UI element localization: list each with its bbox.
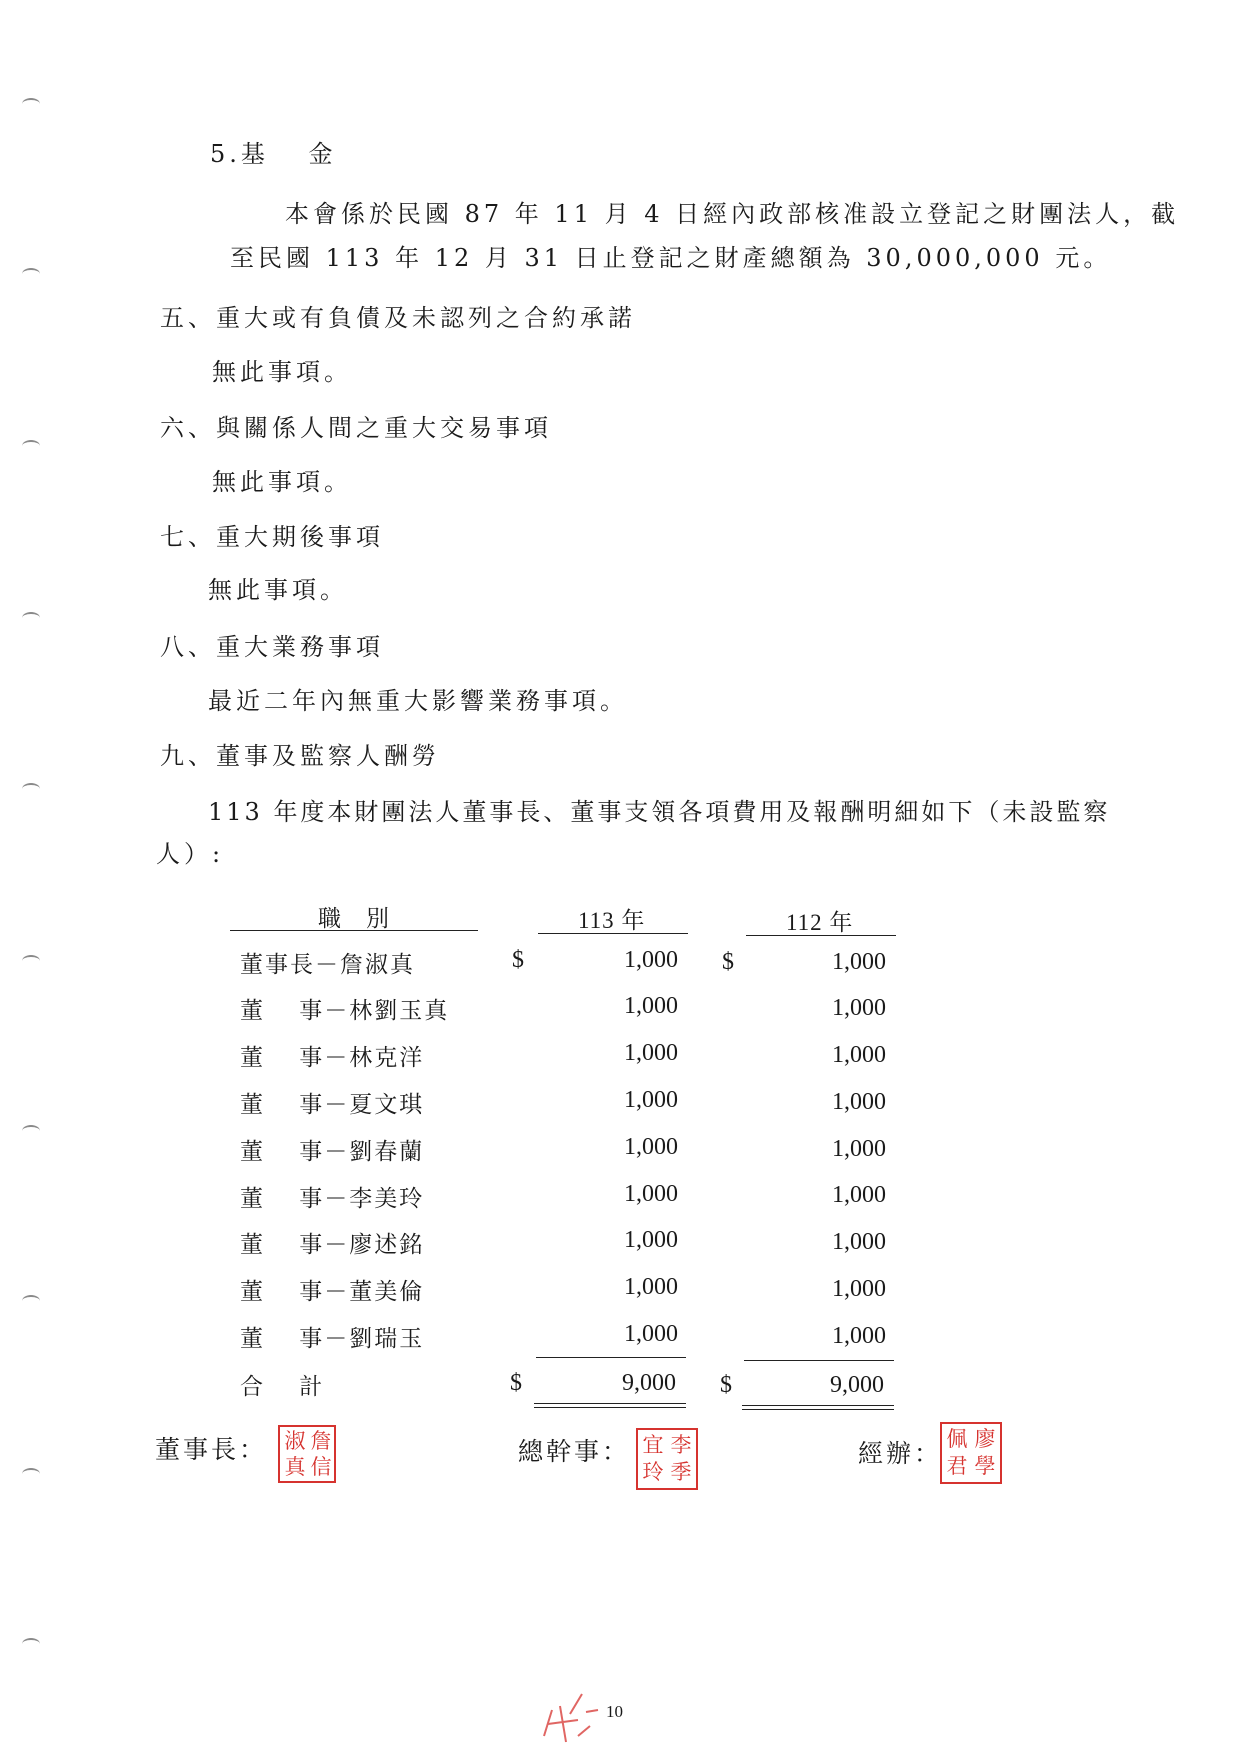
table-cell-112: 1,000 <box>832 995 886 1021</box>
seal-glyph: 信 <box>310 1455 332 1479</box>
chairman-label: 董事長： <box>155 1435 268 1464</box>
table-cell-112: 1,000 <box>832 1276 886 1302</box>
section-eight-heading: 八、重大業務事項 <box>160 633 384 661</box>
seal-glyph: 詹 <box>310 1429 332 1453</box>
section-5-heading: 5.基 金 <box>210 140 337 168</box>
currency-symbol: $ <box>722 949 734 975</box>
section-nine-line-1: 113 年度本財團法人董事長、董事支領各項費用及報酬明細如下（未設監察 <box>208 798 1111 826</box>
handler-seal <box>940 1422 1002 1484</box>
currency-symbol: $ <box>512 947 524 973</box>
total-112: 9,000 <box>830 1372 884 1398</box>
binder-hole-mark <box>22 955 40 967</box>
initials-mark-icon <box>538 1676 608 1746</box>
table-row-name: 董 事－林克洋 <box>240 1045 425 1071</box>
table-cell-113: 1,000 <box>624 1134 678 1160</box>
currency-symbol: $ <box>720 1372 732 1398</box>
binder-hole-mark <box>22 1638 40 1650</box>
subtotal-rule <box>744 1360 894 1361</box>
header-underline <box>230 930 478 931</box>
seal-glyph: 淑 <box>284 1429 306 1453</box>
total-113: 9,000 <box>622 1370 676 1396</box>
seal-glyph: 季 <box>670 1460 692 1484</box>
section-five-heading: 五、重大或有負債及未認列之合約承諾 <box>160 304 636 332</box>
seal-glyph: 真 <box>284 1455 306 1479</box>
table-row-name: 董事長－詹淑真 <box>240 952 415 978</box>
seal-glyph: 廖 <box>974 1427 996 1451</box>
table-row-name: 董 事－董美倫 <box>240 1279 425 1305</box>
section-seven-heading: 七、重大期後事項 <box>160 523 384 551</box>
table-cell-112: 1,000 <box>832 1042 886 1068</box>
seal-glyph: 李 <box>670 1433 692 1457</box>
seal-glyph: 君 <box>946 1454 968 1478</box>
total-double-rule <box>742 1405 894 1410</box>
table-cell-113: 1,000 <box>624 1227 678 1253</box>
table-cell-113: 1,000 <box>624 993 678 1019</box>
table-cell-112: 1,000 <box>832 1229 886 1255</box>
table-cell-113: 1,000 <box>624 1087 678 1113</box>
handler-label: 經辦： <box>858 1439 943 1468</box>
section-nine-line-2: 人）: <box>156 840 225 868</box>
binder-hole-mark <box>22 440 40 452</box>
currency-symbol: $ <box>510 1370 522 1396</box>
binder-hole-mark <box>22 783 40 795</box>
section-5-line-1: 本會係於民國 87 年 11 月 4 日經內政部核准設立登記之財團法人，截 <box>285 200 1180 228</box>
seal-glyph: 學 <box>974 1454 996 1478</box>
table-row-name: 董 事－李美玲 <box>240 1186 425 1212</box>
total-label: 合 計 <box>240 1374 325 1400</box>
binder-hole-mark <box>22 1295 40 1307</box>
section-seven-body: 無此事項。 <box>208 576 348 604</box>
subtotal-rule <box>536 1357 686 1358</box>
header-underline <box>538 933 688 934</box>
table-row-name: 董 事－林劉玉真 <box>240 998 450 1024</box>
table-cell-113: 1,000 <box>624 1274 678 1300</box>
secretary-seal <box>636 1428 698 1490</box>
table-row-name: 董 事－夏文琪 <box>240 1092 425 1118</box>
binder-hole-mark <box>22 1468 40 1480</box>
binder-hole-mark <box>22 1125 40 1137</box>
binder-hole-mark <box>22 98 40 110</box>
section-six-body: 無此事項。 <box>212 468 352 496</box>
section-5-line-2: 至民國 113 年 12 月 31 日止登記之財產總額為 30,000,000 元。 <box>230 244 1112 272</box>
table-cell-113: 1,000 <box>624 947 678 973</box>
table-row-name: 董 事－劉春蘭 <box>240 1139 425 1165</box>
chairman-seal <box>278 1425 336 1483</box>
table-header-113: 113 年 <box>578 908 646 933</box>
table-cell-112: 1,000 <box>832 1182 886 1208</box>
header-underline <box>746 935 896 936</box>
table-cell-112: 1,000 <box>832 1089 886 1115</box>
section-eight-body: 最近二年內無重大影響業務事項。 <box>208 687 628 715</box>
table-row-name: 董 事－劉瑞玉 <box>240 1326 425 1352</box>
table-cell-112: 1,000 <box>832 1136 886 1162</box>
seal-glyph: 玲 <box>642 1460 664 1484</box>
section-five-body: 無此事項。 <box>212 358 352 386</box>
seal-glyph: 佩 <box>946 1427 968 1451</box>
section-nine-heading: 九、董事及監察人酬勞 <box>160 742 440 770</box>
table-cell-113: 1,000 <box>624 1181 678 1207</box>
section-six-heading: 六、與關係人間之重大交易事項 <box>160 414 552 442</box>
total-double-rule <box>534 1403 686 1408</box>
table-header-title: 職 別 <box>318 906 390 932</box>
table-cell-113: 1,000 <box>624 1321 678 1347</box>
table-cell-112: 1,000 <box>832 1323 886 1349</box>
table-header-112: 112 年 <box>786 910 854 935</box>
secretary-label: 總幹事： <box>518 1437 631 1466</box>
table-row-name: 董 事－廖述銘 <box>240 1232 425 1258</box>
table-cell-113: 1,000 <box>624 1040 678 1066</box>
table-cell-112: 1,000 <box>832 949 886 975</box>
binder-hole-mark <box>22 612 40 624</box>
binder-hole-mark <box>22 268 40 280</box>
seal-glyph: 宜 <box>642 1433 664 1457</box>
page-number: 10 <box>606 1702 623 1721</box>
